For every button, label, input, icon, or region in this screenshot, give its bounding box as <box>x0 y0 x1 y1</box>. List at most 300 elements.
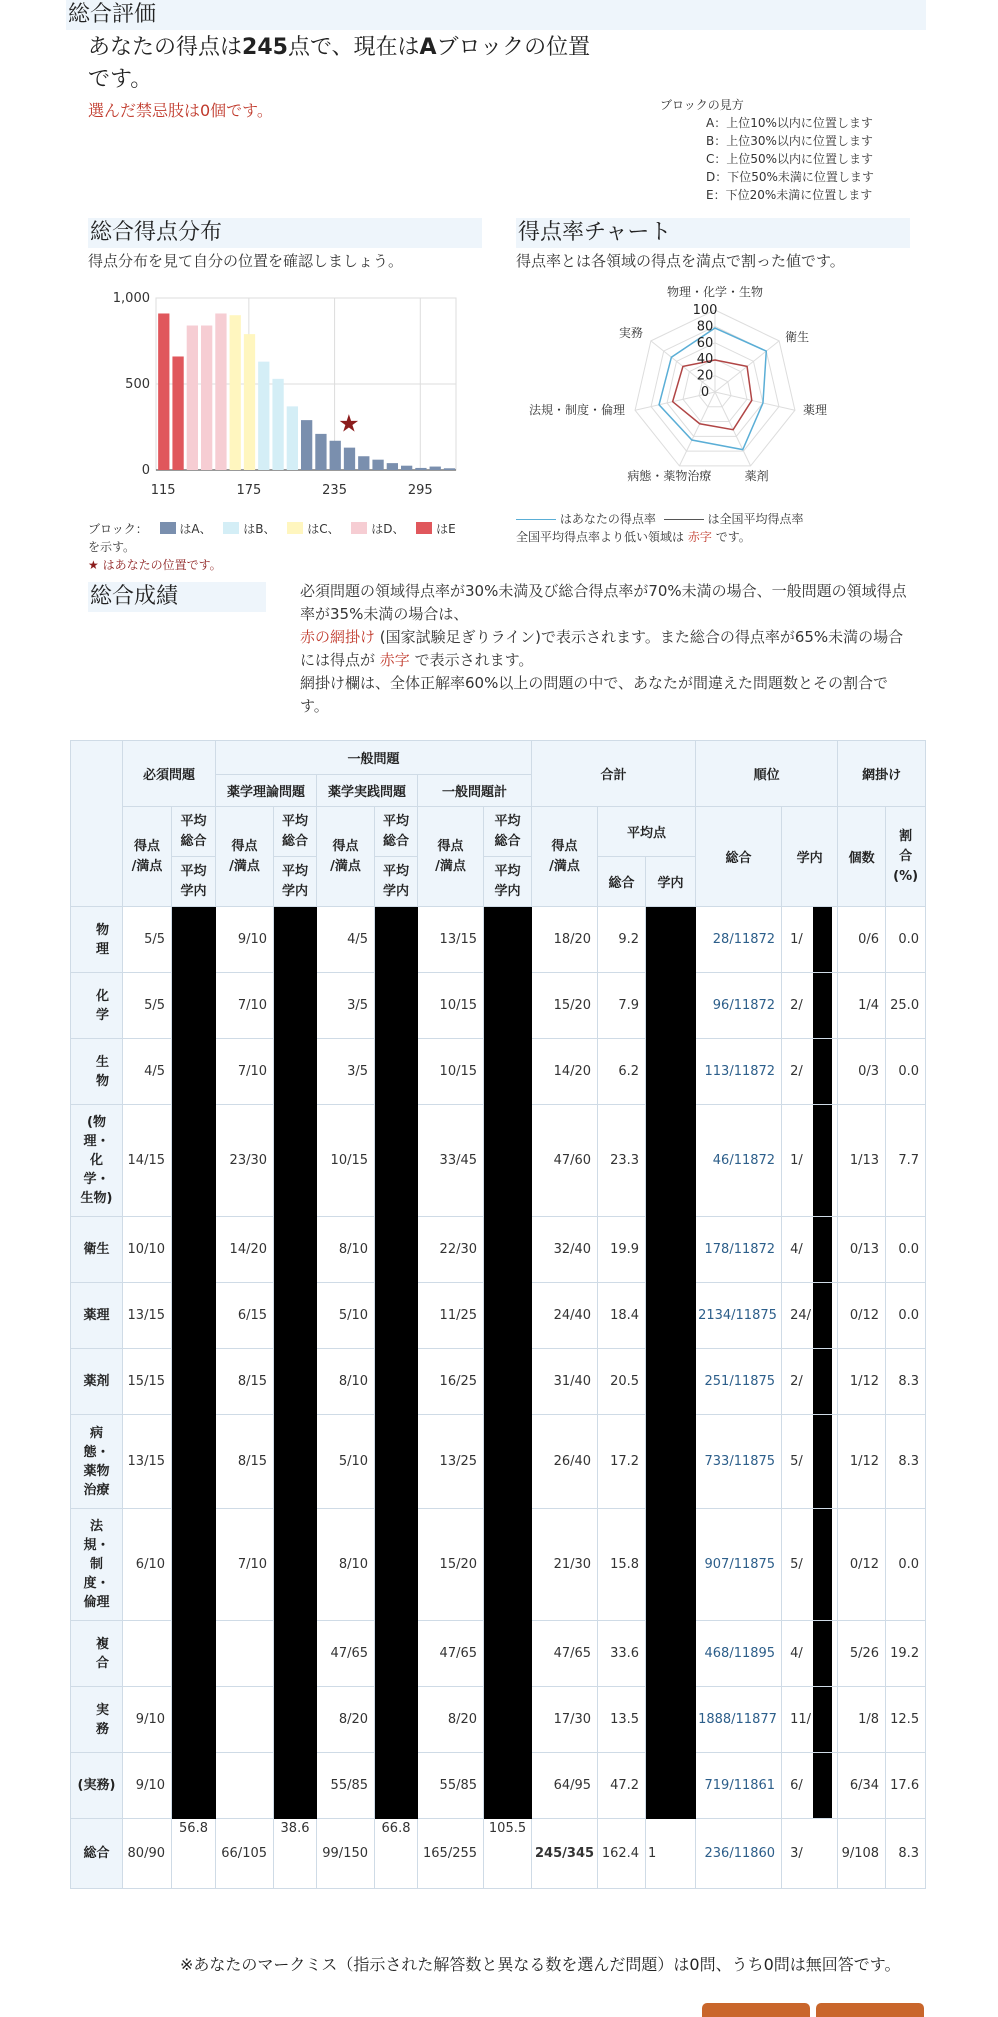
bar <box>315 434 326 470</box>
cell-general-score: 11/25 <box>418 1283 484 1349</box>
cell-average: 162.4 <box>598 1819 646 1889</box>
block-key <box>660 96 874 204</box>
cell-ami-count: 1/12 <box>838 1349 886 1415</box>
cell-general-score: 165/255 <box>418 1819 484 1889</box>
cell-required-score: 13/15 <box>123 1283 172 1349</box>
header-avg-total: 平均 総合 <box>172 807 216 857</box>
cell-redacted <box>172 1217 216 1283</box>
cell-redacted <box>484 1415 532 1509</box>
cell-redacted <box>646 973 696 1039</box>
cell-practice-score: 8/10 <box>317 1217 375 1283</box>
cell-rank: 46/11872 <box>696 1105 782 1217</box>
cell-rank: 733/11875 <box>696 1415 782 1509</box>
bar <box>301 420 312 470</box>
radar-r-tick: 80 <box>696 319 714 335</box>
header-general-total: 一般問題計 <box>418 775 532 807</box>
bar <box>330 441 341 470</box>
legend-label: はD、 <box>371 522 405 536</box>
cell-redacted <box>484 1753 532 1819</box>
block-key-item: E：下位20%未満に位置します <box>706 188 873 202</box>
cell-theory-score: 6/15 <box>216 1283 274 1349</box>
cell-general-avg: 105.5 <box>484 1819 532 1889</box>
table-row <box>71 1509 926 1621</box>
cell-redacted <box>484 1349 532 1415</box>
cell-required-score: 4/5 <box>123 1039 172 1105</box>
radar-axis-label: 病態・薬物治療 <box>627 468 712 483</box>
cell-general-score: 22/30 <box>418 1217 484 1283</box>
cell-ami-count: 0/13 <box>838 1217 886 1283</box>
cell-total-score: 64/95 <box>532 1753 598 1819</box>
cell-general-score: 47/65 <box>418 1621 484 1687</box>
cell-redacted <box>484 1105 532 1217</box>
cell-practice-score: 47/65 <box>317 1621 375 1687</box>
cell-theory-score: 14/20 <box>216 1217 274 1283</box>
cell-practice-score: 8/10 <box>317 1509 375 1621</box>
cell-average: 33.6 <box>598 1621 646 1687</box>
legend-swatch-d <box>351 522 367 534</box>
cell-rank: 907/11875 <box>696 1509 782 1621</box>
row-header: 薬剤 <box>71 1349 123 1415</box>
cell-ami-count: 0/12 <box>838 1283 886 1349</box>
radar-r-tick: 0 <box>700 385 710 400</box>
distribution-legend <box>88 520 488 574</box>
cell-theory-score: 7/10 <box>216 1039 274 1105</box>
block-key-item: B：上位30%以内に位置します <box>706 134 873 148</box>
legend-label: はE <box>436 522 456 536</box>
cell-practice-score: 8/20 <box>317 1687 375 1753</box>
bar <box>444 468 455 470</box>
table-row <box>71 973 926 1039</box>
bar <box>287 406 298 470</box>
cell-redacted <box>172 1039 216 1105</box>
table-row <box>71 1105 926 1217</box>
header-avg-total: 平均 総合 <box>274 807 317 857</box>
radar-axis-label: 実務 <box>618 325 643 340</box>
radar-spoke <box>679 392 715 466</box>
x-tick-label: 295 <box>407 483 433 498</box>
cell-school-rank: 5/ <box>782 1509 838 1621</box>
header-pct: 割 合 (%) <box>886 807 926 907</box>
cell-practice-avg: 66.8 <box>375 1819 418 1889</box>
cell-school-rank: 4/ <box>782 1621 838 1687</box>
cell-practice-score: 8/10 <box>317 1349 375 1415</box>
table-row <box>71 1217 926 1283</box>
header-general: 一般問題 <box>216 741 532 775</box>
cell-redacted <box>375 907 418 973</box>
cell-average: 15.8 <box>598 1509 646 1621</box>
cell-required-score: 6/10 <box>123 1509 172 1621</box>
cell-average: 47.2 <box>598 1753 646 1819</box>
cell-rank: 178/11872 <box>696 1217 782 1283</box>
header-practice: 薬学実践問題 <box>317 775 418 807</box>
cell-redacted <box>375 1621 418 1687</box>
header-score: 得点 /満点 <box>418 807 484 907</box>
header-avg-total: 平均 総合 <box>375 807 418 857</box>
cell-school-rank: 6/ <box>782 1753 838 1819</box>
cell-redacted <box>646 1105 696 1217</box>
legend-label: はC、 <box>307 522 340 536</box>
radar-r-tick: 100 <box>692 303 718 318</box>
radar-axis-label: 薬剤 <box>744 468 769 483</box>
cell-rank: 28/11872 <box>696 907 782 973</box>
score-summary-text: 点で、現在は <box>287 35 420 60</box>
cell-ami-pct: 8.3 <box>886 1349 926 1415</box>
cell-ami-pct: 0.0 <box>886 907 926 973</box>
x-tick-label: 175 <box>236 483 262 498</box>
cell-redacted <box>274 1349 317 1415</box>
cell-average: 17.2 <box>598 1415 646 1509</box>
cell-total-score: 21/30 <box>532 1509 598 1621</box>
cell-redacted <box>274 1105 317 1217</box>
cell-required-score <box>123 1621 172 1687</box>
legend-swatch-e <box>416 522 432 534</box>
cell-average: 9.2 <box>598 907 646 973</box>
cell-redacted <box>274 1415 317 1509</box>
cell-average: 13.5 <box>598 1687 646 1753</box>
header-total: 合計 <box>532 741 696 807</box>
score-summary-text: あなたの得点は <box>88 35 243 60</box>
cell-required-score: 14/15 <box>123 1105 172 1217</box>
cell-ami-pct: 0.0 <box>886 1039 926 1105</box>
row-header: 物 理 <box>71 907 123 973</box>
cell-redacted <box>646 1509 696 1621</box>
cell-redacted <box>274 1687 317 1753</box>
bar <box>258 362 269 470</box>
cell-school-rank: 2/ <box>782 973 838 1039</box>
x-tick-label: 115 <box>150 483 176 498</box>
cell-general-score: 13/25 <box>418 1415 484 1509</box>
cell-general-score: 13/15 <box>418 907 484 973</box>
cell-redacted <box>375 1217 418 1283</box>
bar <box>244 334 255 470</box>
cell-general-score: 15/20 <box>418 1509 484 1621</box>
cell-redacted <box>274 973 317 1039</box>
bar <box>230 315 241 470</box>
table-row <box>71 1621 926 1687</box>
legend-suffix: を示す。 <box>88 540 136 554</box>
table-row <box>71 1039 926 1105</box>
radar-r-tick: 40 <box>696 352 714 368</box>
cell-theory-score <box>216 1753 274 1819</box>
legend-avg-label: は全国平均得点率 <box>707 512 804 526</box>
score-summary <box>88 32 648 96</box>
cell-redacted <box>375 1105 418 1217</box>
summary-section-title: 総合評価 <box>66 0 926 30</box>
cell-average: 7.9 <box>598 973 646 1039</box>
cell-redacted <box>484 907 532 973</box>
cell-redacted <box>172 973 216 1039</box>
radar-axis-label: 薬理 <box>802 403 827 418</box>
cell-redacted <box>646 1621 696 1687</box>
legend-prefix: ブロック： <box>88 522 148 536</box>
row-header: 法 規・ 制 度・ 倫理 <box>71 1509 123 1621</box>
score-summary-text: です。 <box>88 67 153 92</box>
cell-school-rank: 2/ <box>782 1349 838 1415</box>
row-header: 化 学 <box>71 973 123 1039</box>
cell-general-score: 10/15 <box>418 973 484 1039</box>
cell-redacted <box>172 1753 216 1819</box>
cell-redacted <box>375 1039 418 1105</box>
header-avg-total: 平均 総合 <box>484 807 532 857</box>
cell-redacted <box>172 1415 216 1509</box>
cell-general-score: 8/20 <box>418 1687 484 1753</box>
cell-practice-score: 55/85 <box>317 1753 375 1819</box>
radar-legend <box>516 510 804 546</box>
cell-total-score: 26/40 <box>532 1415 598 1509</box>
cell-theory-score: 23/30 <box>216 1105 274 1217</box>
header-theory: 薬学理論問題 <box>216 775 317 807</box>
block-value: A <box>419 35 437 60</box>
cell-practice-score: 3/5 <box>317 1039 375 1105</box>
header-rank-school: 学内 <box>782 807 838 907</box>
cell-redacted <box>484 1283 532 1349</box>
header-score: 得点 /満点 <box>317 807 375 907</box>
cell-rank: 1888/11877 <box>696 1687 782 1753</box>
score-value: 245 <box>242 35 288 60</box>
cell-theory-score: 8/15 <box>216 1415 274 1509</box>
radar-axis-label: 衛生 <box>785 329 810 344</box>
cell-redacted <box>484 1687 532 1753</box>
row-header: 病 態・ 薬物 治療 <box>71 1415 123 1509</box>
cell-ami-count: 1/8 <box>838 1687 886 1753</box>
results-red: 赤字 <box>379 651 410 669</box>
bar <box>415 468 426 470</box>
cell-required-score: 9/10 <box>123 1687 172 1753</box>
results-text: 必須問題の領域得点率が30%未満及び総合得点率が70%未満の場合、一般問題の領域得点率が35%未満の場合は、 <box>300 582 907 623</box>
cell-rank: 251/11875 <box>696 1349 782 1415</box>
cell-required-score: 5/5 <box>123 973 172 1039</box>
score-summary-text: ブロックの位置 <box>436 35 591 60</box>
legend-label: はA、 <box>179 522 212 536</box>
bar <box>358 456 369 470</box>
block-key-item: C：上位50%以内に位置します <box>706 152 874 166</box>
header-avg-overall: 総合 <box>598 857 646 907</box>
results-text: (国家試験足ぎりライン)で表示されます。また総合の得点率が65%未満の場合には得点が <box>300 628 904 669</box>
legend-swatch-b <box>223 522 239 534</box>
cell-required-score: 5/5 <box>123 907 172 973</box>
cell-practice-score: 4/5 <box>317 907 375 973</box>
cell-redacted <box>375 1415 418 1509</box>
cell-ami-count: 9/108 <box>838 1819 886 1889</box>
radar-r-tick: 20 <box>696 368 714 384</box>
cell-redacted <box>274 1039 317 1105</box>
cell-ami-count: 5/26 <box>838 1621 886 1687</box>
cell-redacted <box>375 1349 418 1415</box>
cell-school-rank: 2/ <box>782 1039 838 1105</box>
cell-practice-score: 3/5 <box>317 973 375 1039</box>
nav-button-left[interactable] <box>702 2003 810 2017</box>
distribution-chart <box>100 280 480 510</box>
block-key-item: A：上位10%以内に位置します <box>706 116 873 130</box>
bar <box>215 313 226 470</box>
header-count: 個数 <box>838 807 886 907</box>
header-avg-school: 学内 <box>646 857 696 907</box>
cell-ami-pct: 8.3 <box>886 1819 926 1889</box>
bar <box>172 356 183 470</box>
cell-redacted <box>375 1753 418 1819</box>
bar <box>201 326 212 470</box>
cell-ami-count: 1/12 <box>838 1415 886 1509</box>
cell-general-score: 10/15 <box>418 1039 484 1105</box>
cell-redacted <box>484 1509 532 1621</box>
bar <box>158 313 169 470</box>
cell-redacted <box>646 907 696 973</box>
low-note-red: 赤字 <box>687 530 712 544</box>
cell-redacted <box>172 1283 216 1349</box>
header-avg-school: 平均 学内 <box>375 857 418 907</box>
table-row <box>71 1753 926 1819</box>
cell-ami-pct: 0.0 <box>886 1283 926 1349</box>
nav-button-right[interactable] <box>816 2003 924 2017</box>
cell-general-score: 33/45 <box>418 1105 484 1217</box>
header-rank-overall: 総合 <box>696 807 782 907</box>
results-text: 網掛け欄は、全体正解率60%以上の問題の中で、あなたが間違えた問題数とその割合です。 <box>300 674 889 715</box>
cell-redacted <box>274 1283 317 1349</box>
cell-redacted <box>274 1509 317 1621</box>
cell-required-score: 13/15 <box>123 1415 172 1509</box>
cell-school-rank: 24/ <box>782 1283 838 1349</box>
cell-redacted <box>274 1753 317 1819</box>
cell-theory-score <box>216 1687 274 1753</box>
cell-redacted <box>375 1687 418 1753</box>
header-required: 必須問題 <box>123 741 216 807</box>
table-row <box>71 1283 926 1349</box>
low-note: です。 <box>715 530 751 544</box>
cell-total-score: 24/40 <box>532 1283 598 1349</box>
cell-rank: 113/11872 <box>696 1039 782 1105</box>
cell-ami-count: 6/34 <box>838 1753 886 1819</box>
radar-chart <box>510 284 840 494</box>
cell-practice-score: 99/150 <box>317 1819 375 1889</box>
cell-total-score: 47/60 <box>532 1105 598 1217</box>
cell-redacted <box>484 1039 532 1105</box>
cell-theory-avg: 38.6 <box>274 1819 317 1889</box>
cell-ami-pct: 0.0 <box>886 1217 926 1283</box>
cell-total-score: 14/20 <box>532 1039 598 1105</box>
cell-required-avg: 56.8 <box>172 1819 216 1889</box>
table-row <box>71 1415 926 1509</box>
cell-ami-pct: 19.2 <box>886 1621 926 1687</box>
your-position-star: ★ <box>338 409 360 438</box>
cell-ami-count: 0/12 <box>838 1509 886 1621</box>
cell-ami-pct: 25.0 <box>886 973 926 1039</box>
cell-school-rank: 4/ <box>782 1217 838 1283</box>
cell-ami-pct: 17.6 <box>886 1753 926 1819</box>
results-explanation <box>300 580 912 718</box>
cell-school-rank: 3/ <box>782 1819 838 1889</box>
cell-redacted <box>375 1283 418 1349</box>
cell-practice-score: 10/15 <box>317 1105 375 1217</box>
legend-you-label: はあなたの得点率 <box>559 512 656 526</box>
row-header: 生 物 <box>71 1039 123 1105</box>
legend-line-you <box>516 519 556 520</box>
cell-ami-count: 0/3 <box>838 1039 886 1105</box>
cell-school-rank: 1/ <box>782 1105 838 1217</box>
cell-ami-count: 1/13 <box>838 1105 886 1217</box>
row-header: 総合 <box>71 1819 123 1889</box>
cell-redacted <box>646 1039 696 1105</box>
radar-axis-label: 物理・化学・生物 <box>666 285 764 299</box>
bar <box>272 379 283 470</box>
header-score: 得点 /満点 <box>216 807 274 907</box>
cell-redacted <box>375 1509 418 1621</box>
cell-ami-count: 1/4 <box>838 973 886 1039</box>
cell-school-rank: 11/ <box>782 1687 838 1753</box>
cell-school-rank: 1/ <box>782 907 838 973</box>
radar-subtitle: 得点率とは各領域の得点を満点で割った値です。 <box>516 252 845 270</box>
cell-total-score: 18/20 <box>532 907 598 973</box>
header-rank: 順位 <box>696 741 838 807</box>
row-header: 実 務 <box>71 1687 123 1753</box>
row-header: 薬理 <box>71 1283 123 1349</box>
table-row <box>71 907 926 973</box>
header-avg-school: 平均 学内 <box>484 857 532 907</box>
cell-general-score: 55/85 <box>418 1753 484 1819</box>
cell-theory-score: 7/10 <box>216 1509 274 1621</box>
corner-cell <box>71 741 123 907</box>
row-header: (実務) <box>71 1753 123 1819</box>
cell-redacted <box>484 1217 532 1283</box>
cell-required-score: 10/10 <box>123 1217 172 1283</box>
cell-redacted <box>172 1687 216 1753</box>
cell-average: 6.2 <box>598 1039 646 1105</box>
cell-total-score: 31/40 <box>532 1349 598 1415</box>
bar <box>430 467 441 470</box>
cell-practice-score: 5/10 <box>317 1283 375 1349</box>
header-avg: 平均点 <box>598 807 696 857</box>
cell-total-score: 15/20 <box>532 973 598 1039</box>
cell-redacted <box>646 1349 696 1415</box>
radar-axis-label: 法規・制度・倫理 <box>529 403 626 418</box>
cell-redacted <box>484 1621 532 1687</box>
cell-average: 23.3 <box>598 1105 646 1217</box>
cell-ami-pct: 7.7 <box>886 1105 926 1217</box>
table-row <box>71 1349 926 1415</box>
bar <box>372 460 383 470</box>
footer-note: ※あなたのマークミス（指示された解答数と異なる数を選んだ問題）は0問、うち0問は無回答です。 <box>180 1955 901 1974</box>
distribution-section-title: 総合得点分布 <box>88 218 482 248</box>
cell-average-school: 1 <box>646 1819 696 1889</box>
score-table <box>70 740 926 1889</box>
cell-ami-count: 0/6 <box>838 907 886 973</box>
cell-school-rank: 5/ <box>782 1415 838 1509</box>
cell-redacted <box>172 907 216 973</box>
block-key-title: ブロックの見方 <box>660 98 744 112</box>
cell-total-score: 32/40 <box>532 1217 598 1283</box>
cell-general-score: 16/25 <box>418 1349 484 1415</box>
cell-theory-score: 8/15 <box>216 1349 274 1415</box>
table-row-total <box>71 1819 926 1889</box>
legend-swatch-a <box>160 522 176 534</box>
results-section-title: 総合成績 <box>88 582 266 612</box>
cell-redacted <box>172 1621 216 1687</box>
results-red: 赤の網掛け <box>300 628 376 646</box>
radar-r-tick: 60 <box>696 335 714 351</box>
header-ami: 網掛け <box>838 741 926 807</box>
low-note: 全国平均得点率より低い領域は <box>516 530 685 544</box>
cell-ami-pct: 0.0 <box>886 1509 926 1621</box>
legend-swatch-c <box>287 522 303 534</box>
cell-rank: 2134/11875 <box>696 1283 782 1349</box>
cell-average: 18.4 <box>598 1283 646 1349</box>
table-row <box>71 1687 926 1753</box>
cell-total-score: 245/345 <box>532 1819 598 1889</box>
cell-total-score: 47/65 <box>532 1621 598 1687</box>
bar <box>401 466 412 470</box>
star-note: ★ はあなたの位置です。 <box>88 558 222 572</box>
cell-redacted <box>172 1349 216 1415</box>
cell-required-score: 15/15 <box>123 1349 172 1415</box>
